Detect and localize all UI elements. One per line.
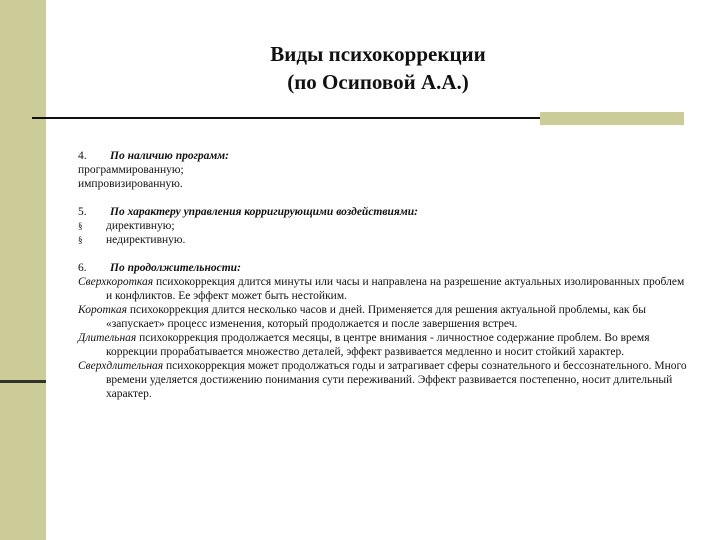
section-5-number: 5. bbox=[78, 206, 87, 218]
section-4-header bbox=[78, 149, 688, 163]
duration-term: Сверхдлительная bbox=[78, 360, 164, 372]
duration-paragraph bbox=[78, 331, 688, 359]
duration-text: психокоррекция может продолжаться годы и затрагивает сферы сознательного и бессознательного. Много времени уделяется достижению понимания сути переживаний. Эффект развивается постепенно, носит длительный характер. bbox=[106, 360, 687, 400]
section-6-heading: По продолжительности: bbox=[110, 262, 241, 274]
left-decor-mark bbox=[0, 380, 46, 383]
duration-paragraph bbox=[78, 359, 688, 401]
bullet-icon: § bbox=[78, 221, 83, 231]
section-4-heading: По наличию программ: bbox=[110, 150, 229, 162]
section-4-number: 4. bbox=[78, 150, 87, 162]
title-line-1: Виды психокоррекции bbox=[270, 42, 486, 66]
section-5-item bbox=[78, 219, 688, 233]
divider-accent bbox=[540, 112, 684, 125]
section-6-number: 6. bbox=[78, 262, 87, 274]
duration-paragraph bbox=[78, 275, 688, 303]
section-4-item: импровизированную. bbox=[78, 178, 183, 190]
duration-term: Короткая bbox=[78, 304, 127, 316]
section-5-header bbox=[78, 205, 688, 219]
slide-title bbox=[200, 40, 556, 96]
bullet-icon: § bbox=[78, 235, 83, 245]
section-6-header bbox=[78, 261, 688, 275]
slide-content bbox=[78, 149, 688, 401]
duration-text: психокоррекция длится несколько часов и дней. Применяется для решения актуальной проблемы, как бы «запускает» процесс изменения, который продолжается и после завершения встреч. bbox=[106, 304, 646, 330]
section-4-item: программированную; bbox=[78, 164, 184, 176]
section-5-item-text: недирективную. bbox=[106, 234, 186, 246]
section-5-heading: По характеру управления корригирующими воздействиями: bbox=[110, 206, 418, 218]
duration-text: психокоррекция длится минуты или часы и направлена на разрешение актуальных изолированных проблем и конфликтов. Ее эффект может быть нестойким. bbox=[106, 276, 685, 302]
duration-term: Сверхкороткая bbox=[78, 276, 154, 288]
duration-term: Длительная bbox=[78, 332, 137, 344]
section-5-item bbox=[78, 233, 688, 247]
duration-text: психокоррекция продолжается месяцы, в центре внимания - личностное содержание проблем. Во время коррекции прорабатывается множество деталей, эффект развивается медленно и носит стойкий характер. bbox=[106, 332, 650, 358]
duration-paragraph bbox=[78, 303, 688, 331]
title-line-2: (по Осиповой А.А.) bbox=[287, 70, 469, 94]
left-decor-bar bbox=[0, 0, 46, 540]
section-5-item-text: директивную; bbox=[106, 220, 175, 232]
